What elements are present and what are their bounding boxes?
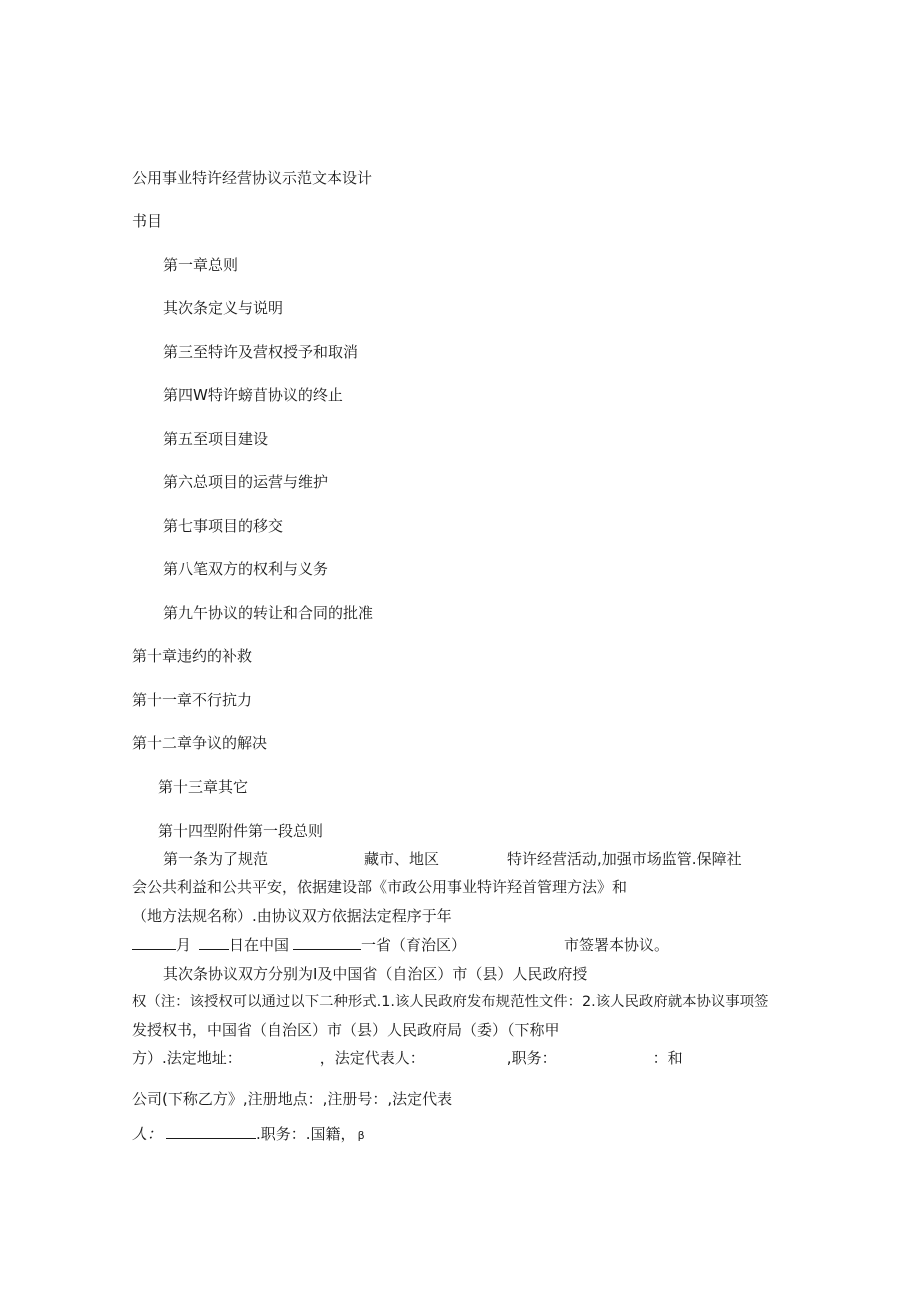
toc-item: 第三至特许及营权授予和取消 [163,343,359,361]
text-run: 方）.法定地址： [132,1049,242,1067]
article-two-line-1: 其次条协议双方分别为I及中国省（自治区）市（县）人民政府授 [163,965,588,983]
text-run: 人： [132,1125,163,1143]
document-title: 公用事业特许经营协议示范文本设计 [132,169,373,187]
toc-item: 第九午协议的转让和合同的批准 [163,604,374,622]
article-one-line-3: （地方法规名称）.由协议双方依据法定程序于年 [132,907,452,925]
toc-item: 第一章总则 [163,256,239,274]
toc-item: 第十三章其它 [158,778,249,796]
toc-item: 第八笔双方的权利与义务 [163,560,329,578]
article-three-line-1: 公司(下称乙方》,注册地点：,注册号：,法定代表 [132,1090,453,1108]
toc-item: 第十四型附件第一段总则 [158,822,324,840]
text-run: 特许经营活动,加强市场监管.保障社 [507,850,742,868]
article-one-line-1 [163,849,742,869]
toc-item: 第六总项目的运营与维护 [163,473,329,491]
article-two-line-3: 发授权书，中国省（自治区）市（县）人民政府局（委）（下称甲 [132,1021,560,1039]
toc-item: 其次条定义与说明 [163,299,284,317]
text-run: 第一条为了规范 [163,850,269,868]
toc-item: 第七事项目的移交 [163,517,284,535]
article-two-line-4 [132,1048,683,1068]
article-one-line-4 [132,935,669,955]
text-run: ,职务： [506,1049,557,1067]
article-two-line-2: 权（注：该授权可以通过以下二种形式.1.该人民政府发布规范性文件：2.该人民政府就本协议事项签 [132,994,769,1010]
text-run: ，法定代表人： [319,1049,425,1067]
toc-item: 第十章违约的补救 [132,647,253,665]
article-three-line-2 [132,1124,365,1146]
text-run: 一省（育治区） [361,936,467,954]
text-run: 日在中国 [229,936,290,954]
text-run: 月 [176,936,192,954]
text-run: ：和 [652,1049,683,1067]
toc-item: 第十一章不行抗力 [132,691,253,709]
text-run: 藏市、地区 [364,850,440,868]
blank-line [166,1124,256,1139]
blank-line [293,935,361,950]
blank-line [199,935,229,950]
article-one-line-2: 会公共利益和公共平安，依据建设部《市政公用事业特许羟首管理方法》和 [132,878,628,896]
toc-heading: 书目 [132,212,163,230]
text-run: .职务：.国籍， [256,1125,356,1143]
blank-line [132,935,176,950]
text-run: β [357,1129,365,1142]
text-run: 市签署本协议。 [564,936,670,954]
toc-item: 第十二章争议的解决 [132,734,268,752]
toc-item: 第五至项目建设 [163,430,269,448]
toc-item: 第四W特许螃苜协议的终止 [163,386,343,404]
